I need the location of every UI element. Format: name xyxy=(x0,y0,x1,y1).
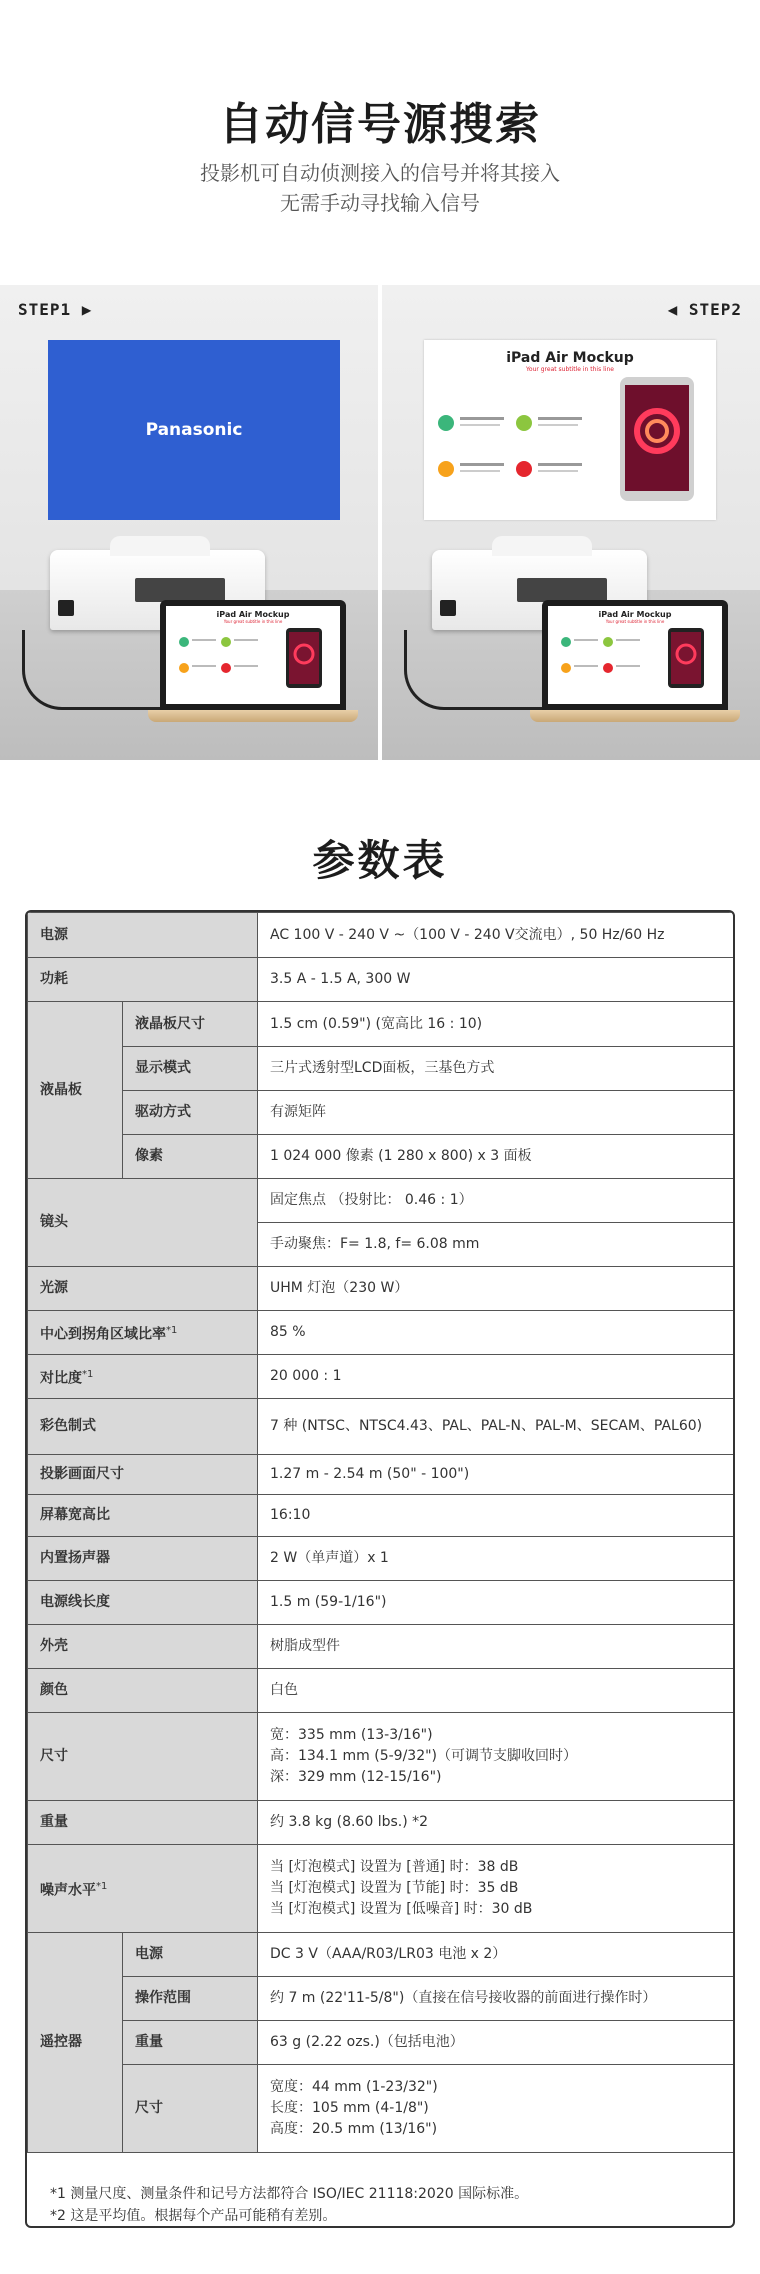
icon-dot xyxy=(221,637,231,647)
label-text: 对比度 xyxy=(40,1370,82,1387)
row-label: 颜色 xyxy=(28,1669,258,1713)
laptop xyxy=(530,600,740,730)
table-row xyxy=(28,1625,734,1669)
page-title: 自动信号源搜索 xyxy=(219,99,541,150)
laptop-display xyxy=(548,606,722,704)
footnote-mark: *1 xyxy=(166,1324,178,1336)
laptop-lid xyxy=(542,600,728,710)
screen-mockup-graphic xyxy=(424,373,716,513)
text-line xyxy=(234,639,258,641)
projector-top xyxy=(110,536,210,556)
speaker-icon xyxy=(516,461,532,477)
row-value: 树脂成型件 xyxy=(258,1625,734,1669)
row-label: 彩色制式 xyxy=(28,1399,258,1455)
table-row xyxy=(28,1801,734,1845)
table-row xyxy=(28,1713,734,1801)
sub-label: 像素 xyxy=(123,1135,258,1179)
row-value xyxy=(258,1845,734,1933)
remote-size-length: 长度：105 mm (4-1/8") xyxy=(270,2100,429,2116)
row-value: 16:10 xyxy=(258,1495,734,1537)
laptop-mockup-title: iPad Air Mockup xyxy=(216,610,290,619)
row-value: 1.5 m (59-1/16") xyxy=(258,1581,734,1625)
row-value: 7 种 (NTSC、NTSC4.43、PAL、PAL-N、PAL-M、SECAM、PAL60) xyxy=(258,1399,734,1455)
icon-dot xyxy=(603,663,613,673)
text-line xyxy=(574,639,598,641)
row-value xyxy=(258,1713,734,1801)
table-row xyxy=(28,958,734,1002)
text-line xyxy=(460,417,504,420)
laptop-mockup-subtitle: Your great subtitle in this line xyxy=(605,619,665,624)
footnote-1: *1 测量尺度、测量条件和记号方法都符合 ISO/IEC 21118:2020 国际标准。 xyxy=(50,2186,529,2202)
text-line xyxy=(538,417,582,420)
text-line xyxy=(538,463,582,466)
row-label: 尺寸 xyxy=(28,1713,258,1801)
subtitle-line-2: 无需手动寻找输入信号 xyxy=(280,191,480,215)
table-row xyxy=(28,1179,734,1223)
tablet-screen xyxy=(625,385,689,491)
row-label: 液晶板 xyxy=(28,1002,123,1179)
sub-label: 液晶板尺寸 xyxy=(123,1002,258,1047)
table-row xyxy=(28,1845,734,1933)
dimension-height: 高：134.1 mm (5-9/32")（可调节支脚收回时） xyxy=(270,1748,578,1764)
spec-table xyxy=(27,912,734,2153)
row-label: 功耗 xyxy=(28,958,258,1002)
projection-screen-mockup xyxy=(424,340,716,520)
dimension-depth: 深：329 mm (12-15/16") xyxy=(270,1769,442,1785)
text-line xyxy=(460,470,500,472)
row-label: 重量 xyxy=(28,1801,258,1845)
sub-label: 重量 xyxy=(123,2021,258,2065)
text-line xyxy=(192,665,216,667)
row-label: 投影画面尺寸 xyxy=(28,1455,258,1495)
row-value: 2 W（单声道）x 1 xyxy=(258,1537,734,1581)
page-subtitle xyxy=(0,158,760,218)
laptop-mockup-graphic xyxy=(548,624,722,696)
spec-table-box xyxy=(25,910,735,2228)
step2-panel xyxy=(382,285,760,760)
icon-dot xyxy=(221,663,231,673)
tablet-screen xyxy=(289,632,319,684)
text-line xyxy=(538,470,578,472)
table-row xyxy=(28,1399,734,1455)
subtitle-line-1: 投影机可自动侦测接入的信号并将其接入 xyxy=(200,161,560,185)
row-value: 1 024 000 像素 (1 280 x 800) x 3 面板 xyxy=(258,1135,734,1179)
row-label xyxy=(28,1311,258,1355)
row-value: 约 7 m (22'11-5/8")（直接在信号接收器的前面进行操作时） xyxy=(258,1977,734,2021)
table-row xyxy=(28,1669,734,1713)
dimension-width: 宽：335 mm (13-3/16") xyxy=(270,1727,433,1743)
row-value: AC 100 V - 240 V ~（100 V - 240 V交流电）, 50 Hz/60 Hz xyxy=(258,913,734,958)
table-row xyxy=(28,2065,734,2153)
projector-top xyxy=(492,536,592,556)
tablet-screen xyxy=(671,632,701,684)
row-value: 20 000 : 1 xyxy=(258,1355,734,1399)
projector-ports xyxy=(135,578,225,602)
row-value: 约 3.8 kg (8.60 lbs.) *2 xyxy=(258,1801,734,1845)
video-icon xyxy=(516,415,532,431)
projector-ports xyxy=(517,578,607,602)
text-line xyxy=(460,424,500,426)
icon-dot xyxy=(561,637,571,647)
row-label xyxy=(28,1355,258,1399)
table-row xyxy=(28,1267,734,1311)
label-text: 噪声水平 xyxy=(40,1882,96,1899)
row-label: 电源线长度 xyxy=(28,1581,258,1625)
text-line xyxy=(538,424,578,426)
laptop-mockup-subtitle: Your great subtitle in this line xyxy=(223,619,283,624)
table-row xyxy=(28,1495,734,1537)
label-text: 中心到拐角区域比率 xyxy=(40,1326,166,1343)
table-row xyxy=(28,1002,734,1047)
screen-mockup-title: iPad Air Mockup xyxy=(506,350,634,366)
row-label: 光源 xyxy=(28,1267,258,1311)
noise-quiet: 当 [灯泡模式] 设置为 [低噪音] 时：30 dB xyxy=(270,1901,533,1917)
row-value: UHM 灯泡（230 W） xyxy=(258,1267,734,1311)
icon-dot xyxy=(603,637,613,647)
noise-normal: 当 [灯泡模式] 设置为 [普通] 时：38 dB xyxy=(270,1859,519,1875)
steps-illustration xyxy=(0,285,760,760)
speaker-icon xyxy=(438,461,454,477)
projector-lens xyxy=(58,600,74,616)
spec-title: 参数表 xyxy=(312,836,448,885)
sub-label: 驱动方式 xyxy=(123,1091,258,1135)
laptop-display xyxy=(166,606,340,704)
row-value: 63 g (2.22 ozs.)（包括电池） xyxy=(258,2021,734,2065)
row-label: 遥控器 xyxy=(28,1933,123,2153)
table-row xyxy=(28,1455,734,1495)
step2-label: ◀ STEP2 xyxy=(667,300,742,319)
laptop xyxy=(148,600,358,730)
text-line xyxy=(460,463,504,466)
text-line xyxy=(616,639,640,641)
row-value: 白色 xyxy=(258,1669,734,1713)
step1-label: STEP1 ▶ xyxy=(18,300,93,319)
laptop-base xyxy=(148,710,358,722)
row-value: 三片式透射型LCD面板，三基色方式 xyxy=(258,1047,734,1091)
row-value: DC 3 V（AAA/R03/LR03 电池 x 2） xyxy=(258,1933,734,1977)
row-label xyxy=(28,1845,258,1933)
table-row xyxy=(28,1977,734,2021)
row-value: 85 % xyxy=(258,1311,734,1355)
footnote-mark: *1 xyxy=(96,1880,108,1892)
table-row xyxy=(28,1047,734,1091)
table-row xyxy=(28,1091,734,1135)
table-row xyxy=(28,2021,734,2065)
row-label: 镜头 xyxy=(28,1179,258,1267)
row-value: 有源矩阵 xyxy=(258,1091,734,1135)
table-row xyxy=(28,1933,734,1977)
brand-logo: Panasonic xyxy=(145,420,243,440)
row-value: 手动聚焦：F= 1.8, f= 6.08 mm xyxy=(258,1223,734,1267)
step1-panel xyxy=(0,285,378,760)
row-value: 1.5 cm (0.59") (宽高比 16 : 10) xyxy=(258,1002,734,1047)
table-row xyxy=(28,913,734,958)
table-row xyxy=(28,1355,734,1399)
icon-dot xyxy=(179,637,189,647)
icon-dot xyxy=(561,663,571,673)
text-line xyxy=(192,639,216,641)
remote-size-height: 高度：20.5 mm (13/16") xyxy=(270,2121,438,2137)
table-row xyxy=(28,1537,734,1581)
table-row xyxy=(28,1311,734,1355)
text-line xyxy=(574,665,598,667)
video-icon xyxy=(438,415,454,431)
projector-lens xyxy=(440,600,456,616)
projection-screen-blue xyxy=(48,340,340,520)
remote-size-width: 宽度：44 mm (1-23/32") xyxy=(270,2079,438,2095)
table-row xyxy=(28,1581,734,1625)
row-value: 3.5 A - 1.5 A, 300 W xyxy=(258,958,734,1002)
icon-dot xyxy=(179,663,189,673)
laptop-mockup-graphic xyxy=(166,624,340,696)
noise-eco: 当 [灯泡模式] 设置为 [节能] 时：35 dB xyxy=(270,1880,519,1896)
row-label: 外壳 xyxy=(28,1625,258,1669)
sub-label: 显示模式 xyxy=(123,1047,258,1091)
row-label: 电源 xyxy=(28,913,258,958)
row-label: 屏幕宽高比 xyxy=(28,1495,258,1537)
laptop-base xyxy=(530,710,740,722)
screen-mockup-subtitle: Your great subtitle in this line xyxy=(526,366,614,373)
footnotes xyxy=(50,2183,710,2227)
sub-label: 操作范围 xyxy=(123,1977,258,2021)
footnote-mark: *1 xyxy=(82,1368,94,1380)
footnote-2: *2 这是平均值。根据每个产品可能稍有差别。 xyxy=(50,2208,337,2224)
text-line xyxy=(234,665,258,667)
row-value: 1.27 m - 2.54 m (50" - 100") xyxy=(258,1455,734,1495)
row-value: 固定焦点 （投射比： 0.46 : 1） xyxy=(258,1179,734,1223)
table-row xyxy=(28,1135,734,1179)
row-label: 内置扬声器 xyxy=(28,1537,258,1581)
sub-label: 电源 xyxy=(123,1933,258,1977)
sub-label: 尺寸 xyxy=(123,2065,258,2153)
text-line xyxy=(616,665,640,667)
row-value xyxy=(258,2065,734,2153)
laptop-lid xyxy=(160,600,346,710)
laptop-mockup-title: iPad Air Mockup xyxy=(598,610,672,619)
